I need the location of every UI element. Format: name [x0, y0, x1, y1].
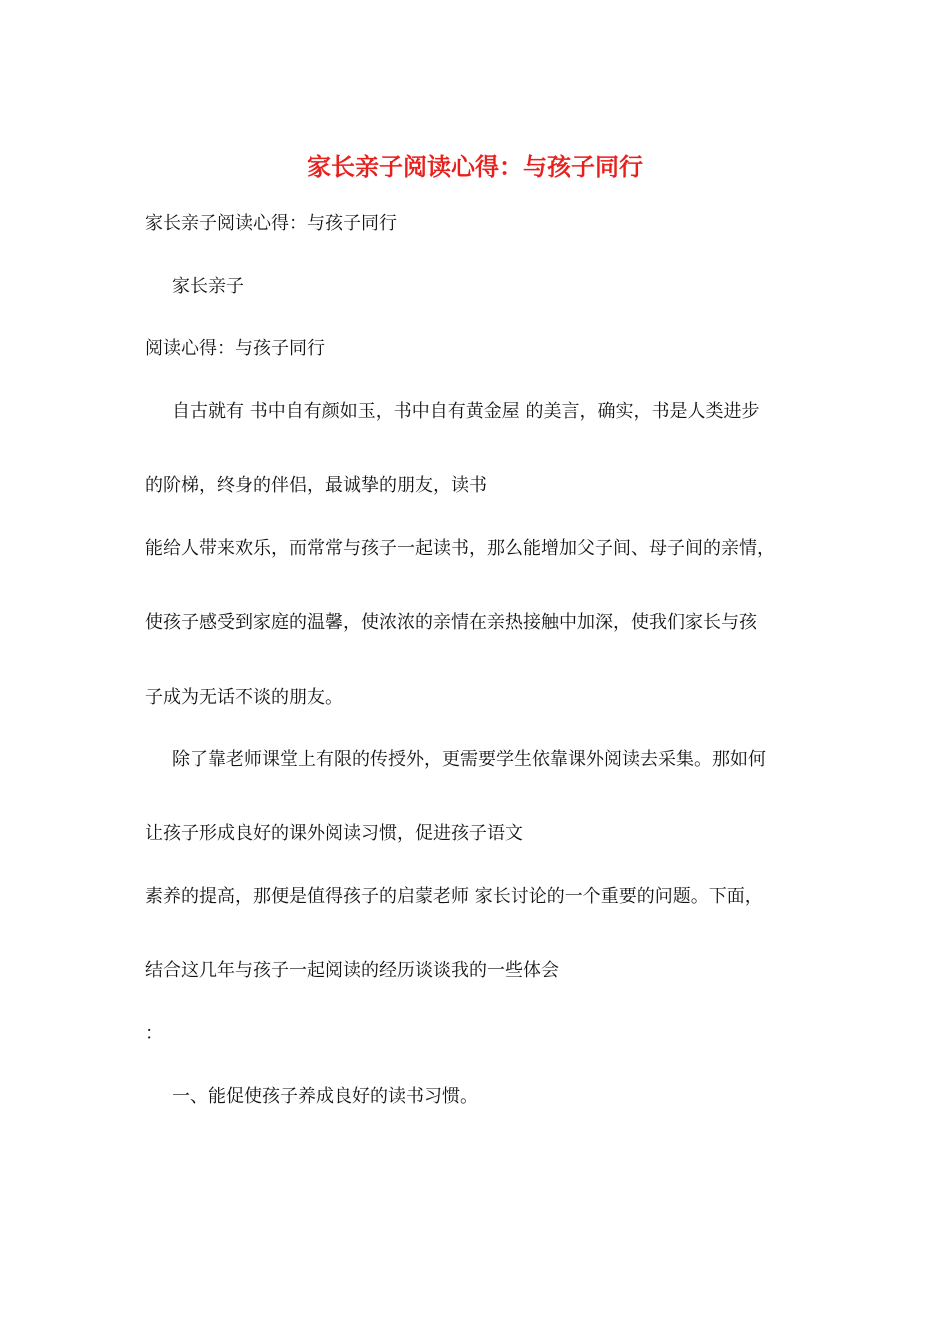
paragraph-line: 自古就有 书中自有颜如玉，书中自有黄金屋 的美言，确实，书是人类进步: [172, 401, 760, 422]
paragraph-line: 让孩子形成良好的课外阅读习惯，促进孩子语文: [145, 823, 523, 844]
text-line: 家长亲子: [172, 276, 244, 297]
paragraph-line: 除了靠老师课堂上有限的传授外，更需要学生依靠课外阅读去采集。那如何: [172, 749, 766, 770]
text-line-subtitle: 家长亲子阅读心得：与孩子同行: [145, 213, 397, 234]
paragraph-line: 能给人带来欢乐，而常常与孩子一起读书，那么能增加父子间、母子间的亲情，: [145, 538, 775, 559]
text-line: 阅读心得：与孩子同行: [145, 338, 325, 359]
section-heading: 一、能促使孩子养成良好的读书习惯。: [172, 1086, 478, 1107]
paragraph-line: 素养的提高，那便是值得孩子的启蒙老师 家长讨论的一个重要的问题。下面，: [145, 886, 763, 907]
paragraph-line: 的阶梯，终身的伴侣，最诚挚的朋友，读书: [145, 475, 487, 496]
paragraph-line: ：: [145, 1023, 163, 1044]
paragraph-line: 结合这几年与孩子一起阅读的经历谈谈我的一些体会: [145, 960, 559, 981]
document-title: 家长亲子阅读心得：与孩子同行: [307, 152, 643, 181]
paragraph-line: 使孩子感受到家庭的温馨，使浓浓的亲情在亲热接触中加深，使我们家长与孩: [145, 612, 757, 633]
paragraph-line: 子成为无话不谈的朋友。: [145, 687, 343, 708]
